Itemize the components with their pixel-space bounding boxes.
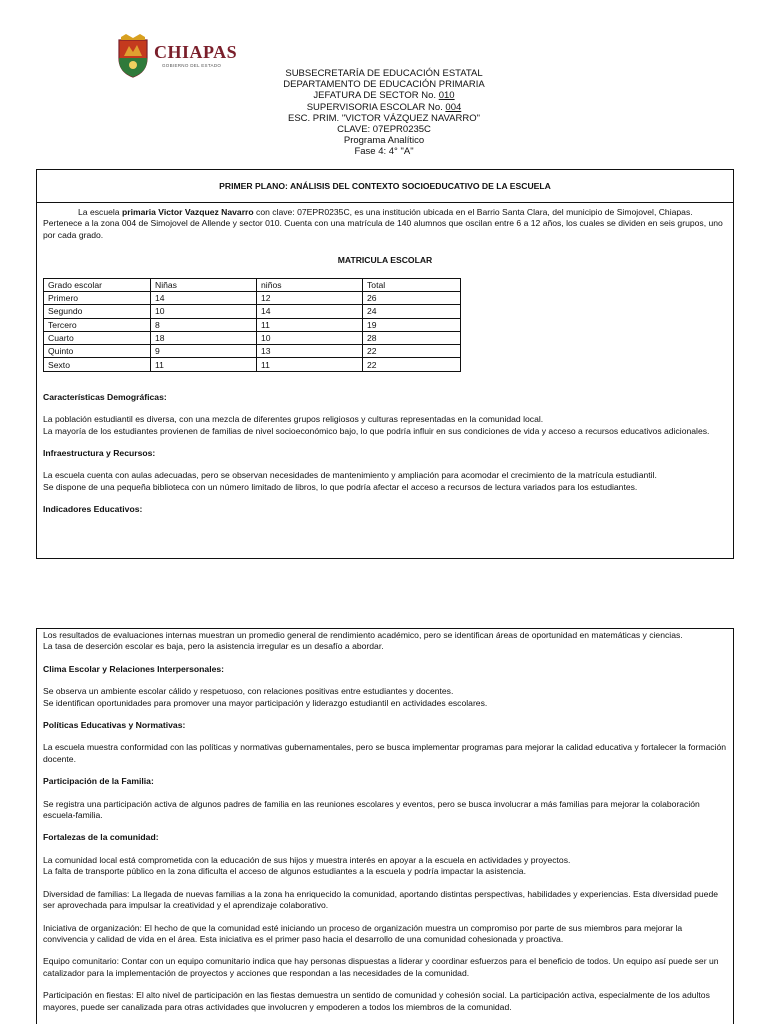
- supervisoria-number: 004: [445, 101, 462, 113]
- table-cell: Cuarto: [44, 331, 151, 344]
- intro-paragraph: [43, 203, 727, 241]
- logo-wordmark: CHIAPAS: [154, 42, 238, 62]
- clima-paragraph-2: Se identifican oportunidades para promover una mayor participación y liderazgo estudiantil en actividades escolares.: [43, 697, 488, 708]
- intro-school-name: primaria Victor Vazquez Navarro: [121, 207, 254, 217]
- header-cell: niños: [257, 278, 363, 291]
- section-title: PRIMER PLANO: ANÁLISIS DEL CONTEXTO SOCIOEDUCATIVO DE LA ESCUELA: [37, 170, 733, 203]
- fortalezas-equipo: Equipo comunitario: Contar con un equipo comunitario indica que hay personas dispuestas a liderar y coordinar esfuerzos para el beneficio de todos. Un equipo así puede ser un catalizador para la implementación de proyectos y acciones que respondan a las necesidades de la comunidad.: [43, 956, 719, 978]
- demograficas-paragraph-1: La población estudiantil es diversa, con una mezcla de diferentes grupos religiosos y culturas representadas en la comunidad local.: [43, 414, 544, 425]
- page-1-content: [37, 203, 733, 516]
- table-cell: 14: [257, 305, 363, 318]
- heading-fortalezas: Fortalezas de la comunidad:: [43, 832, 159, 843]
- intro-text-rest: con clave: 07EPR0235C, es una institución ubicada en el Barrio Santa Clara, del municipio de Simojovel, Chiapas. Pertenece a la zona 004 de Simojovel de Allende y sector 010. Cuenta con una matrícula de 140 alumnos que oscilan entre 6 a 12 años, los cuales se dividen en seis grupos, uno por cada grado.: [43, 207, 723, 240]
- page-2-content: [37, 629, 733, 1013]
- header-line-clave: CLAVE: 07EPR0235C: [337, 124, 431, 136]
- header-cell: Grado escolar: [44, 278, 151, 291]
- document-header: [0, 68, 768, 158]
- table-row: [44, 291, 461, 304]
- indicadores-paragraph-1: Los resultados de evaluaciones internas muestran un promedio general de rendimiento académico, pero se identifican áreas de oportunidad en matemáticas y ciencias.: [43, 630, 683, 640]
- table-cell: Segundo: [44, 305, 151, 318]
- table-cell: 9: [151, 345, 257, 358]
- header-cell: Total: [363, 278, 461, 291]
- demograficas-paragraph-2: La mayoría de los estudiantes provienen de familias de nivel socioeconómico bajo, lo que podría influir en sus condiciones de vida y acceso a recursos educativos adicionales.: [43, 425, 710, 436]
- participacion-paragraph-1: Se registra una participación activa de algunos padres de familia en las reuniones escolares y eventos, pero se busca involucrar a más familias para mejorar la colaboración escuela-familia.: [43, 798, 700, 821]
- table-cell: 24: [363, 305, 461, 318]
- intro-text-start: La escuela: [78, 207, 122, 217]
- header-line-jefatura: [0, 90, 768, 101]
- heading-infraestructura: Infraestructura y Recursos:: [43, 447, 156, 458]
- table-cell: 26: [363, 291, 461, 304]
- table-row: [44, 318, 461, 331]
- table-cell: 19: [363, 318, 461, 331]
- header-line-escuela: ESC. PRIM. "VICTOR VÁZQUEZ NAVARRO": [287, 112, 481, 124]
- jefatura-label: JEFATURA DE SECTOR No.: [313, 90, 439, 102]
- table-row: [44, 358, 461, 371]
- table-cell: Primero: [44, 291, 151, 304]
- matricula-title: MATRICULA ESCOLAR: [337, 255, 433, 266]
- logo-subtitle: GOBIERNO DEL ESTADO: [162, 63, 222, 68]
- clima-paragraph-1: Se observa un ambiente escolar cálido y respetuoso, con relaciones positivas entre estudiantes y docentes.: [43, 686, 454, 697]
- heading-participacion: Participación de la Familia:: [43, 776, 154, 787]
- table-cell: 12: [257, 291, 363, 304]
- heading-indicadores: Indicadores Educativos:: [43, 504, 143, 515]
- table-row: [44, 345, 461, 358]
- table-cell: 8: [151, 318, 257, 331]
- supervisoria-label: SUPERVISORIA ESCOLAR No.: [306, 101, 446, 113]
- fortalezas-iniciativa: Iniciativa de organización: El hecho de que la comunidad esté iniciando un proceso de organización muestra un compromiso por parte de sus miembros para mejorar la convivencia y calidad de vida en el área. Esta iniciativa es el primer paso hacia el desarrollo de una comunidad cohesionada y proactiva.: [43, 922, 683, 944]
- politicas-paragraph-1: La escuela muestra conformidad con las políticas y normativas gubernamentales, pero se busca implementar programas para mejorar la calidad educativa y fortalecer la formación docente.: [43, 742, 727, 764]
- header-line-fase: Fase 4: 4° "A": [354, 146, 414, 158]
- fortalezas-fiestas: Participación en fiestas: El alto nivel de participación en las fiestas demuestra un sentido de comunidad y cohesión social. La participación activa, especialmente de los adultos mayores, puede ser canalizada para otras actividades que involucren y empoderen a todos los miembros de la comunidad.: [43, 990, 710, 1012]
- fortalezas-diversidad: Diversidad de familias: La llegada de nuevas familias a la zona ha enriquecido la comunidad, aportando distintas perspectivas, habilidades y experiencias. Esta diversidad puede ser aprovechada para impulsar la creatividad y el aprendizaje colaborativo.: [43, 888, 719, 911]
- fortalezas-paragraph-1: La comunidad local está comprometida con la educación de sus hijos y muestra interés en apoyar a la escuela en actividades y proyectos.: [43, 854, 571, 865]
- header-line-subsecretaria: SUBSECRETARÍA DE EDUCACIÓN ESTATAL: [285, 68, 483, 79]
- table-cell: 11: [257, 358, 363, 371]
- table-cell: 18: [151, 331, 257, 344]
- page-1-box: [36, 169, 734, 559]
- table-cell: Sexto: [44, 358, 151, 371]
- table-cell: 10: [151, 305, 257, 318]
- table-cell: 14: [151, 291, 257, 304]
- table-row: [44, 331, 461, 344]
- table-cell: 22: [363, 345, 461, 358]
- table-row: [44, 305, 461, 318]
- table-cell: 10: [257, 331, 363, 344]
- table-cell: 28: [363, 331, 461, 344]
- jefatura-number: 010: [438, 90, 455, 102]
- header-line-programa: Programa Analítico: [343, 135, 425, 147]
- infraestructura-paragraph-1: La escuela cuenta con aulas adecuadas, pero se observan necesidades de mantenimiento y ampliación para acomodar el crecimiento de la matrícula estudiantil.: [43, 470, 657, 481]
- infraestructura-paragraph-2: Se dispone de una pequeña biblioteca con un número limitado de libros, lo que podría afectar el acceso a recursos de lectura variados para los estudiantes.: [43, 481, 638, 492]
- table-cell: Tercero: [44, 318, 151, 331]
- fortalezas-paragraph-2: La falta de transporte público en la zona dificulta el acceso de algunos estudiantes a la escuela y podría impactar la asistencia.: [43, 866, 526, 877]
- table-cell: 22: [363, 358, 461, 371]
- header-line-departamento: DEPARTAMENTO DE EDUCACIÓN PRIMARIA: [283, 79, 485, 91]
- header-line-supervisoria: [0, 102, 768, 113]
- table-cell: 11: [151, 358, 257, 371]
- table-header-row: [44, 278, 461, 291]
- table-cell: 13: [257, 345, 363, 358]
- header-cell: Niñas: [151, 278, 257, 291]
- heading-demograficas: Características Demográficas:: [43, 391, 167, 402]
- table-cell: 11: [257, 318, 363, 331]
- heading-clima: Clima Escolar y Relaciones Interpersonales:: [43, 663, 225, 674]
- heading-politicas: Políticas Educativas y Normativas:: [43, 720, 186, 731]
- table-cell: Quinto: [44, 345, 151, 358]
- page-2-box: [36, 628, 734, 1024]
- indicadores-paragraph-2: La tasa de deserción escolar es baja, pero la asistencia irregular es un desafío a abordar.: [43, 641, 384, 652]
- matricula-table: [43, 278, 461, 372]
